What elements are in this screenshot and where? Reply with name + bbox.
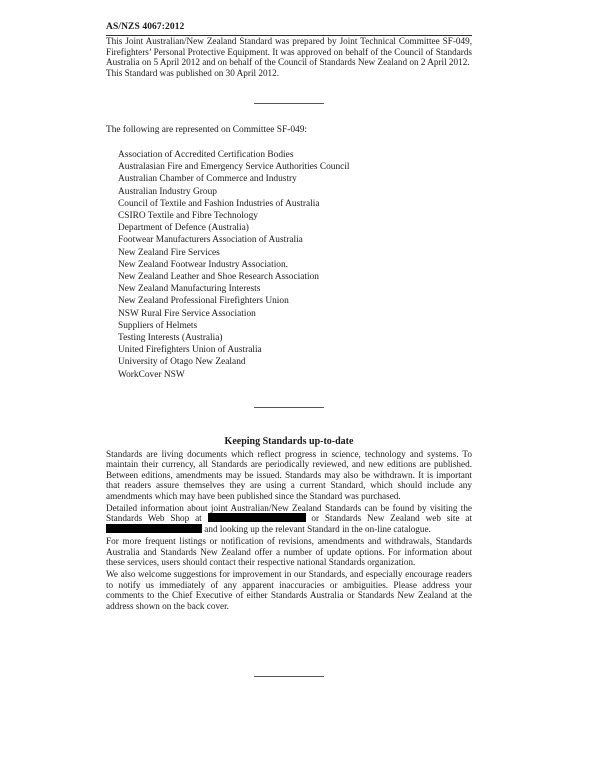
committee-member: New Zealand Footwear Industry Association. <box>118 259 289 270</box>
committee-member: Department of Defence (Australia) <box>118 223 249 234</box>
committee-member: Australian Industry Group <box>118 186 217 197</box>
standard-identifier: AS/NZS 4067:2012 <box>106 22 185 32</box>
committee-member: Council of Textile and Fashion Industries of Australia <box>118 198 320 209</box>
committee-member: NSW Rural Fire Service Association <box>118 308 256 319</box>
committee-member: Australasian Fire and Emergency Service Authorities Council <box>118 162 350 173</box>
committee-member: New Zealand Professional Firefighters Union <box>118 296 289 307</box>
committee-member: New Zealand Leather and Shoe Research Association <box>118 272 319 283</box>
preamble <box>106 36 472 78</box>
committee-member: New Zealand Manufacturing Interests <box>118 284 261 295</box>
committee-member: Testing Interests (Australia) <box>118 333 223 344</box>
committee-member: University of Otago New Zealand <box>118 357 246 368</box>
committee-member: United Firefighters Union of Australia <box>118 345 262 356</box>
section-divider <box>254 103 324 104</box>
committee-member: WorkCover NSW <box>118 369 185 380</box>
keeping-standards-heading: Keeping Standards up-to-date <box>224 436 354 447</box>
paragraph-web-info <box>106 503 472 534</box>
redacted-url <box>208 513 306 522</box>
section-divider <box>254 407 324 408</box>
web-info-text-a: Detailed information about joint Australian/New Zealand Standards can be found by visiting the Standards Web Shop at <box>106 503 472 524</box>
paragraph-notifications: For more frequent listings or notification of revisions, amendments and withdrawals, Standards Australia and Standards New Zealand offer a number of update options. For information about these services, users should contact their respective national Standards organization. <box>106 536 472 568</box>
web-info-text-c: and looking up the relevant Standard in the on-line catalogue. <box>204 523 431 534</box>
keeping-standards-body <box>106 449 472 613</box>
redacted-url <box>106 524 202 533</box>
committee-member: Australian Chamber of Commerce and Industry <box>118 174 297 185</box>
preamble-publication-text: This Standard was published on 30 April 2012. <box>106 67 280 78</box>
committee-member: New Zealand Fire Services <box>118 247 220 258</box>
committee-member-list <box>118 149 350 381</box>
committee-member: CSIRO Textile and Fibre Technology <box>118 211 258 222</box>
committee-member: Suppliers of Helmets <box>118 320 198 331</box>
committee-member: Association of Accredited Certification Bodies <box>118 150 294 160</box>
committee-member: Footwear Manufacturers Association of Australia <box>118 235 303 246</box>
committee-intro: The following are represented on Committee SF-049: <box>106 125 307 135</box>
web-info-text-b: or Standards New Zealand web site at <box>311 513 472 524</box>
section-divider <box>254 676 324 677</box>
preamble-approval-text: This Joint Australian/New Zealand Standard was prepared by Joint Technical Committee SF-049, Firefighters’ Personal Protective Equipment. It was approved on behalf of the Council of Standards Australia on 5 April 2012 and on behalf of the Council of Standards New Zealand on 2 April 2012. <box>106 36 472 68</box>
paragraph-living-documents: Standards are living documents which reflect progress in science, technology and systems. To maintain their currency, all Standards are periodically reviewed, and new editions are published. Between editions, amendments may be issued. Standards may also be withdrawn. It is important that readers assure themselves they are using a current Standard, which should include any amendments which may have been published since the Standard was purchased. <box>106 449 472 501</box>
paragraph-suggestions: We also welcome suggestions for improvement in our Standards, and especially encourage readers to notify us immediately of any apparent inaccuracies or ambiguities. Please address your comments to the Chief Executive of either Standards Australia or Standards New Zealand at the address shown on the back cover. <box>106 569 472 611</box>
